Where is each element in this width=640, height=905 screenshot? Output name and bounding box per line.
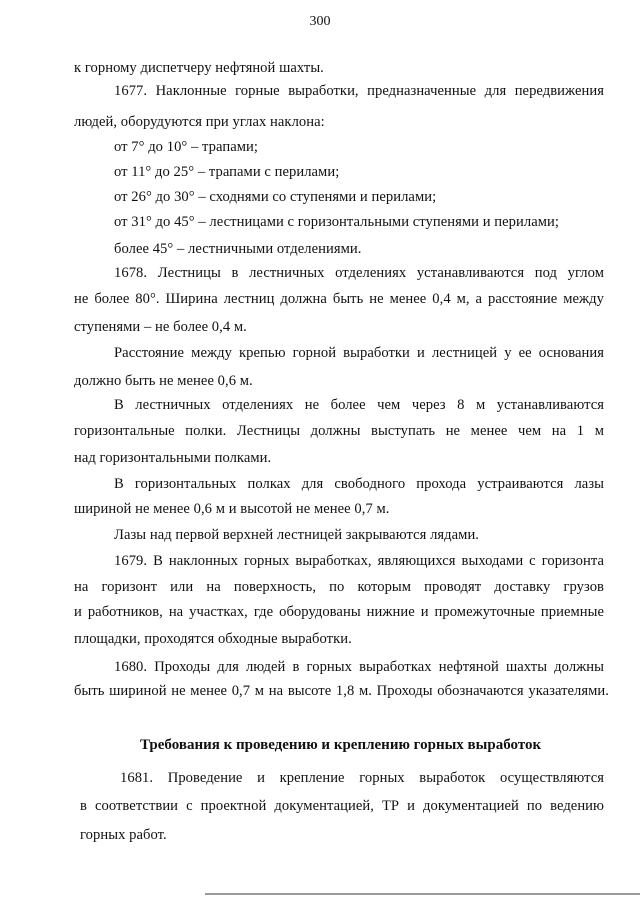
list-item: от 11° до 25° – трапами с перилами; xyxy=(114,164,340,180)
paragraph-1680-line: 1680. Проходы для людей в горных выработках нефтяной шахты должны xyxy=(114,659,604,675)
section-heading: Требования к проведению и креплению горных выработок xyxy=(140,737,542,753)
list-item: от 26° до 30° – сходнями со ступенями и перилами; xyxy=(114,189,437,205)
paragraph-1681-line: горных работ. xyxy=(80,827,167,843)
paragraph-1679-line: на горизонт или на поверхность, по которым проводят доставку грузов xyxy=(74,579,604,595)
list-item: более 45° – лестничными отделениями. xyxy=(114,241,362,257)
paragraph-1679-line: и работников, на участках, где оборудованы нижние и промежуточные приемные xyxy=(74,604,604,620)
page-number: 300 xyxy=(309,14,331,29)
paragraph-1679-line: 1679. В наклонных горных выработках, являющихся выходами с горизонта xyxy=(114,553,604,569)
paragraph-1680-line: быть шириной не менее 0,7 м на высоте 1,8 м. Проходы обозначаются указателями. xyxy=(74,683,609,699)
paragraph-1677-line: 1677. Наклонные горные выработки, предназначенные для передвижения xyxy=(114,83,604,99)
paragraph-line: должно быть не менее 0,6 м. xyxy=(74,373,253,389)
paragraph-line: над горизонтальными полками. xyxy=(74,450,272,466)
paragraph-1681-line: в соответствии с проектной документацией, ТР и документацией по ведению xyxy=(80,798,604,814)
text-line: к горному диспетчеру нефтяной шахты. xyxy=(74,60,324,76)
paragraph-1678-line: 1678. Лестницы в лестничных отделениях устанавливаются под углом xyxy=(114,265,604,281)
paragraph-1678-line: не более 80°. Ширина лестниц должна быть не менее 0,4 м, а расстояние между xyxy=(74,291,604,307)
paragraph-line: В лестничных отделениях не более чем через 8 м устанавливаются xyxy=(114,397,604,413)
paragraph-1678-line: ступенями – не более 0,4 м. xyxy=(74,319,247,335)
paragraph-line: горизонтальные полки. Лестницы должны выступать не менее чем на 1 м xyxy=(74,423,604,439)
paragraph-line: шириной не менее 0,6 м и высотой не менее 0,7 м. xyxy=(74,501,390,517)
scan-edge-line xyxy=(205,893,640,895)
list-item: от 7° до 10° – трапами; xyxy=(114,139,258,155)
paragraph-1679-line: площадки, проходятся обходные выработки. xyxy=(74,631,352,647)
paragraph-1677-line: людей, оборудуются при углах наклона: xyxy=(74,114,325,130)
paragraph-1681-line: 1681. Проведение и крепление горных выработок осуществляются xyxy=(120,770,604,786)
paragraph-line: Расстояние между крепью горной выработки и лестницей у ее основания xyxy=(114,345,604,361)
list-item: от 31° до 45° – лестницами с горизонтальными ступенями и перилами; xyxy=(114,214,560,230)
paragraph-line: Лазы над первой верхней лестницей закрываются лядами. xyxy=(114,527,480,543)
paragraph-line: В горизонтальных полках для свободного прохода устраиваются лазы xyxy=(114,476,604,492)
